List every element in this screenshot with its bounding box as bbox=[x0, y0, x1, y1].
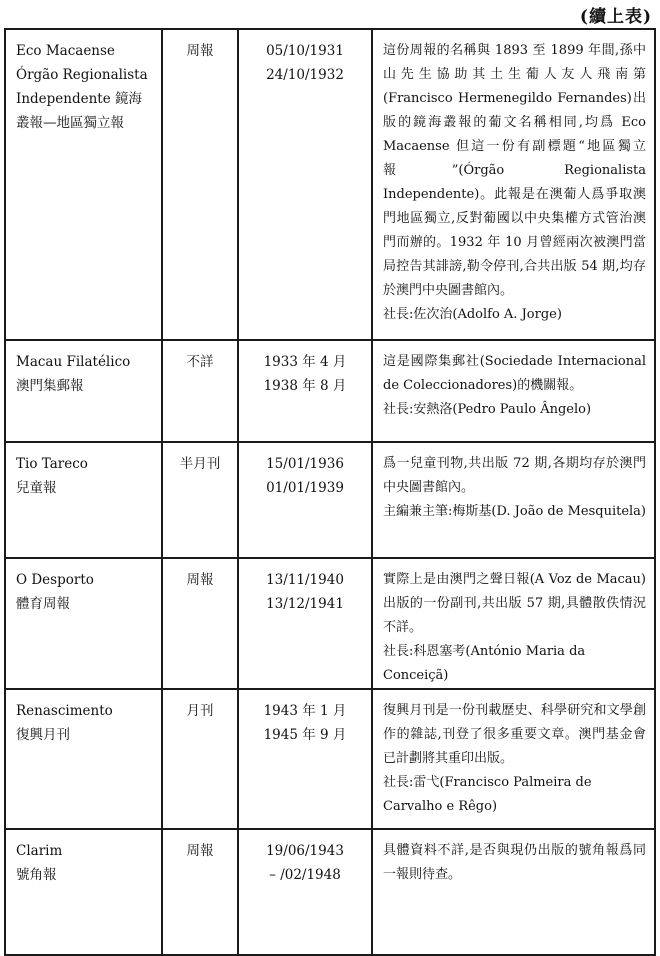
title-line: 復興月刊 bbox=[16, 727, 70, 743]
title-line: 體育周報 bbox=[16, 596, 70, 612]
table-row bbox=[5, 829, 655, 955]
director-text: 社長:科恩塞考(António Maria da Conceiçã) bbox=[383, 644, 586, 683]
frequency: 周報 bbox=[186, 43, 214, 59]
table-row bbox=[5, 29, 655, 340]
frequency: 周報 bbox=[186, 572, 214, 588]
description-cell bbox=[372, 689, 655, 829]
frequency-cell bbox=[162, 29, 238, 340]
title-line: Eco Macaense Órgão Regionalista Independente 鏡海叢報—地區獨立報 bbox=[16, 43, 148, 131]
end-date: 13/12/1941 bbox=[266, 596, 344, 612]
frequency-cell bbox=[162, 689, 238, 829]
start-date: 1943 年 1 月 bbox=[263, 703, 347, 719]
continued-label: (續上表) bbox=[579, 7, 652, 27]
frequency-cell bbox=[162, 340, 238, 442]
end-date: 24/10/1932 bbox=[266, 67, 344, 83]
end-date: – /02/1948 bbox=[269, 867, 341, 883]
end-date: 01/01/1939 bbox=[266, 480, 344, 496]
name-cell bbox=[5, 829, 162, 955]
name-cell bbox=[5, 558, 162, 689]
frequency: 月刊 bbox=[186, 703, 214, 719]
frequency: 不詳 bbox=[186, 354, 214, 370]
name-cell bbox=[5, 442, 162, 558]
description-text: 這份周報的名稱與 1893 至 1899 年間,孫中山先生協助其土生葡人友人飛南第(Francisco Hermenegildo Fernandes)出版的鏡海叢報的葡文名稱相同,均爲 Eco Macaense 但這一份有副標題“地區獨立報”(Órgão Regionalista Independente)。此報是在澳葡人爲爭取澳門地區獨立,反對葡國以中央集權方式管治澳門而辦的。1932 年 10 月曾經兩次被澳門當局控告其誹謗,勒令停刊,合共出版 54 期,均存於澳門中央圖書館內。 bbox=[383, 43, 646, 298]
director-text: 社長:佐次治(Adolfo A. Jorge) bbox=[383, 307, 562, 322]
description-text: 具體資料不詳,是否與現仍出版的號角報爲同一報則待查。 bbox=[383, 843, 646, 882]
title-line: Macau Filatélico bbox=[16, 354, 131, 370]
title-line: Tio Tareco bbox=[16, 456, 88, 472]
frequency-cell bbox=[162, 829, 238, 955]
title-line: 兒童報 bbox=[16, 480, 57, 496]
description-text: 這是國際集郵社(Sociedade Internacional de Coleccionadores)的機關報。 bbox=[383, 354, 646, 393]
date-cell bbox=[238, 340, 372, 442]
date-cell bbox=[238, 558, 372, 689]
date-cell bbox=[238, 829, 372, 955]
start-date: 1933 年 4 月 bbox=[263, 354, 347, 370]
frequency: 周報 bbox=[186, 843, 214, 859]
description-text: 復興月刊是一份刊載歷史、科學研究和文學創作的雜誌,刊登了很多重要文章。澳門基金會已計劃將其重印出版。 bbox=[383, 703, 646, 766]
name-cell bbox=[5, 689, 162, 829]
title-line: 澳門集郵報 bbox=[16, 378, 84, 394]
table-row bbox=[5, 340, 655, 442]
newspaper-table bbox=[4, 28, 656, 956]
title-line: Renascimento bbox=[16, 703, 113, 719]
title-line: O Desporto bbox=[16, 572, 94, 588]
description-cell bbox=[372, 340, 655, 442]
end-date: 1938 年 8 月 bbox=[263, 378, 347, 394]
start-date: 19/06/1943 bbox=[266, 843, 344, 859]
description-text: 實際上是由澳門之聲日報(A Voz de Macau)出版的一份副刊,共出版 57 期,具體散佚情況不詳。 bbox=[383, 572, 646, 635]
name-cell bbox=[5, 340, 162, 442]
table-row bbox=[5, 442, 655, 558]
description-cell bbox=[372, 558, 655, 689]
description-text: 爲一兒童刊物,共出版 72 期,各期均存於澳門中央圖書館內。 bbox=[383, 456, 646, 495]
name-cell bbox=[5, 29, 162, 340]
frequency: 半月刊 bbox=[179, 456, 221, 472]
date-cell bbox=[238, 442, 372, 558]
start-date: 13/11/1940 bbox=[266, 572, 344, 588]
frequency-cell bbox=[162, 442, 238, 558]
title-line: Clarim bbox=[16, 843, 63, 859]
director-text: 社長:雷弋(Francisco Palmeira de Carvalho e Rêgo) bbox=[383, 775, 592, 814]
table-row bbox=[5, 689, 655, 829]
frequency-cell bbox=[162, 558, 238, 689]
table-row bbox=[5, 558, 655, 689]
description-cell bbox=[372, 829, 655, 955]
description-cell bbox=[372, 29, 655, 340]
director-text: 主編兼主筆:梅斯基(D. João de Mesquitela) bbox=[383, 504, 646, 519]
date-cell bbox=[238, 29, 372, 340]
end-date: 1945 年 9 月 bbox=[263, 727, 347, 743]
start-date: 05/10/1931 bbox=[266, 43, 344, 59]
start-date: 15/01/1936 bbox=[266, 456, 344, 472]
date-cell bbox=[238, 689, 372, 829]
director-text: 社長:安熱洛(Pedro Paulo Ângelo) bbox=[383, 402, 592, 417]
description-cell bbox=[372, 442, 655, 558]
title-line: 號角報 bbox=[16, 867, 57, 883]
